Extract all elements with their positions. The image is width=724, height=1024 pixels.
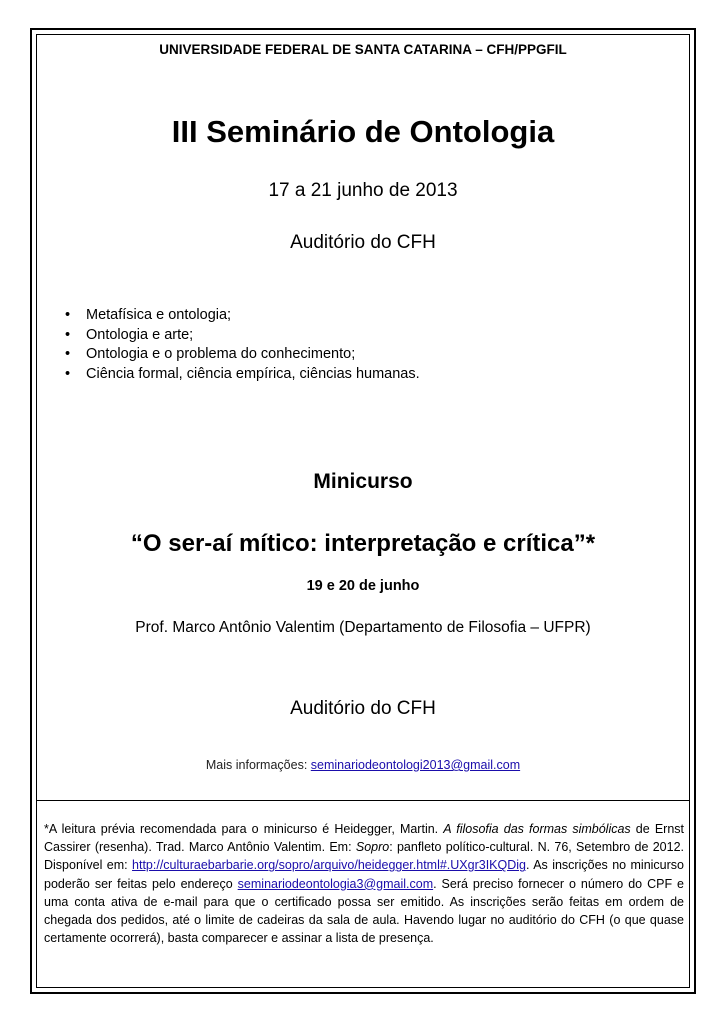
footnote (44, 820, 684, 947)
minicurso-heading: Minicurso (313, 470, 413, 493)
journal-title: Sopro (355, 840, 390, 855)
list-item: • Ontologia e o problema do conhecimento; (62, 345, 420, 365)
footnote-text: . As inscrições no minicurso poderão ser feitas pelo endereço (44, 858, 684, 891)
footnote-text: de Ernst Cassirer (resenha). Trad. Marco Antônio Valentim. Em: (44, 822, 684, 855)
info-email-link[interactable]: seminariodeontologi2013@gmail.com (310, 758, 521, 772)
footnote-text: *A leitura prévia recomendada para o minicurso é Heidegger, Martin. (44, 822, 444, 836)
footnote-divider (36, 800, 690, 801)
footnote-text: : panfleto político-cultural. N. 76, Setembro de 2012. Disponível em: (44, 840, 684, 873)
book-title: A filosofia das formas simbólicas (443, 822, 631, 836)
source-url-link[interactable]: http://culturaebarbarie.org/sopro/arquivo/heidegger.html#.UXgr3IKQDig (132, 858, 527, 873)
list-item: • Ontologia e arte; (62, 326, 420, 346)
minicurso-title: “O ser-aí mítico: interpretação e crítica”* (130, 530, 596, 557)
event-venue: Auditório do CFH (290, 232, 436, 253)
minicurso-dates: 19 e 20 de junho (306, 578, 420, 594)
minicurso-venue: Auditório do CFH (290, 698, 436, 719)
more-info (36, 758, 690, 772)
page-title: III Seminário de Ontologia (171, 114, 555, 149)
registration-email-link[interactable]: seminariodeontologia3@gmail.com (237, 876, 434, 891)
list-item: • Metafísica e ontologia; (62, 306, 420, 326)
professor-line: Prof. Marco Antônio Valentim (Departamento de Filosofia – UFPR) (135, 619, 591, 636)
university-header: UNIVERSIDADE FEDERAL DE SANTA CATARINA – CFH/PPGFIL (159, 42, 567, 57)
list-item: • Ciência formal, ciência empírica, ciências humanas. (62, 365, 420, 385)
event-dates: 17 a 21 junho de 2013 (268, 180, 458, 201)
footnote-text: . Será preciso fornecer o número do CPF e uma conta ativa de e-mail para que o certificado possa ser emitido. As inscrições serão feitas em ordem de chegada dos pedidos, até o limite de cadeiras da sala de aula. Havendo lugar no auditório do CFH (o que quase certamente ocorrerá), basta comparecer e assinar a lista de presença. (44, 876, 684, 946)
more-info-label: Mais informações: (205, 758, 311, 772)
topics-list (62, 306, 420, 384)
